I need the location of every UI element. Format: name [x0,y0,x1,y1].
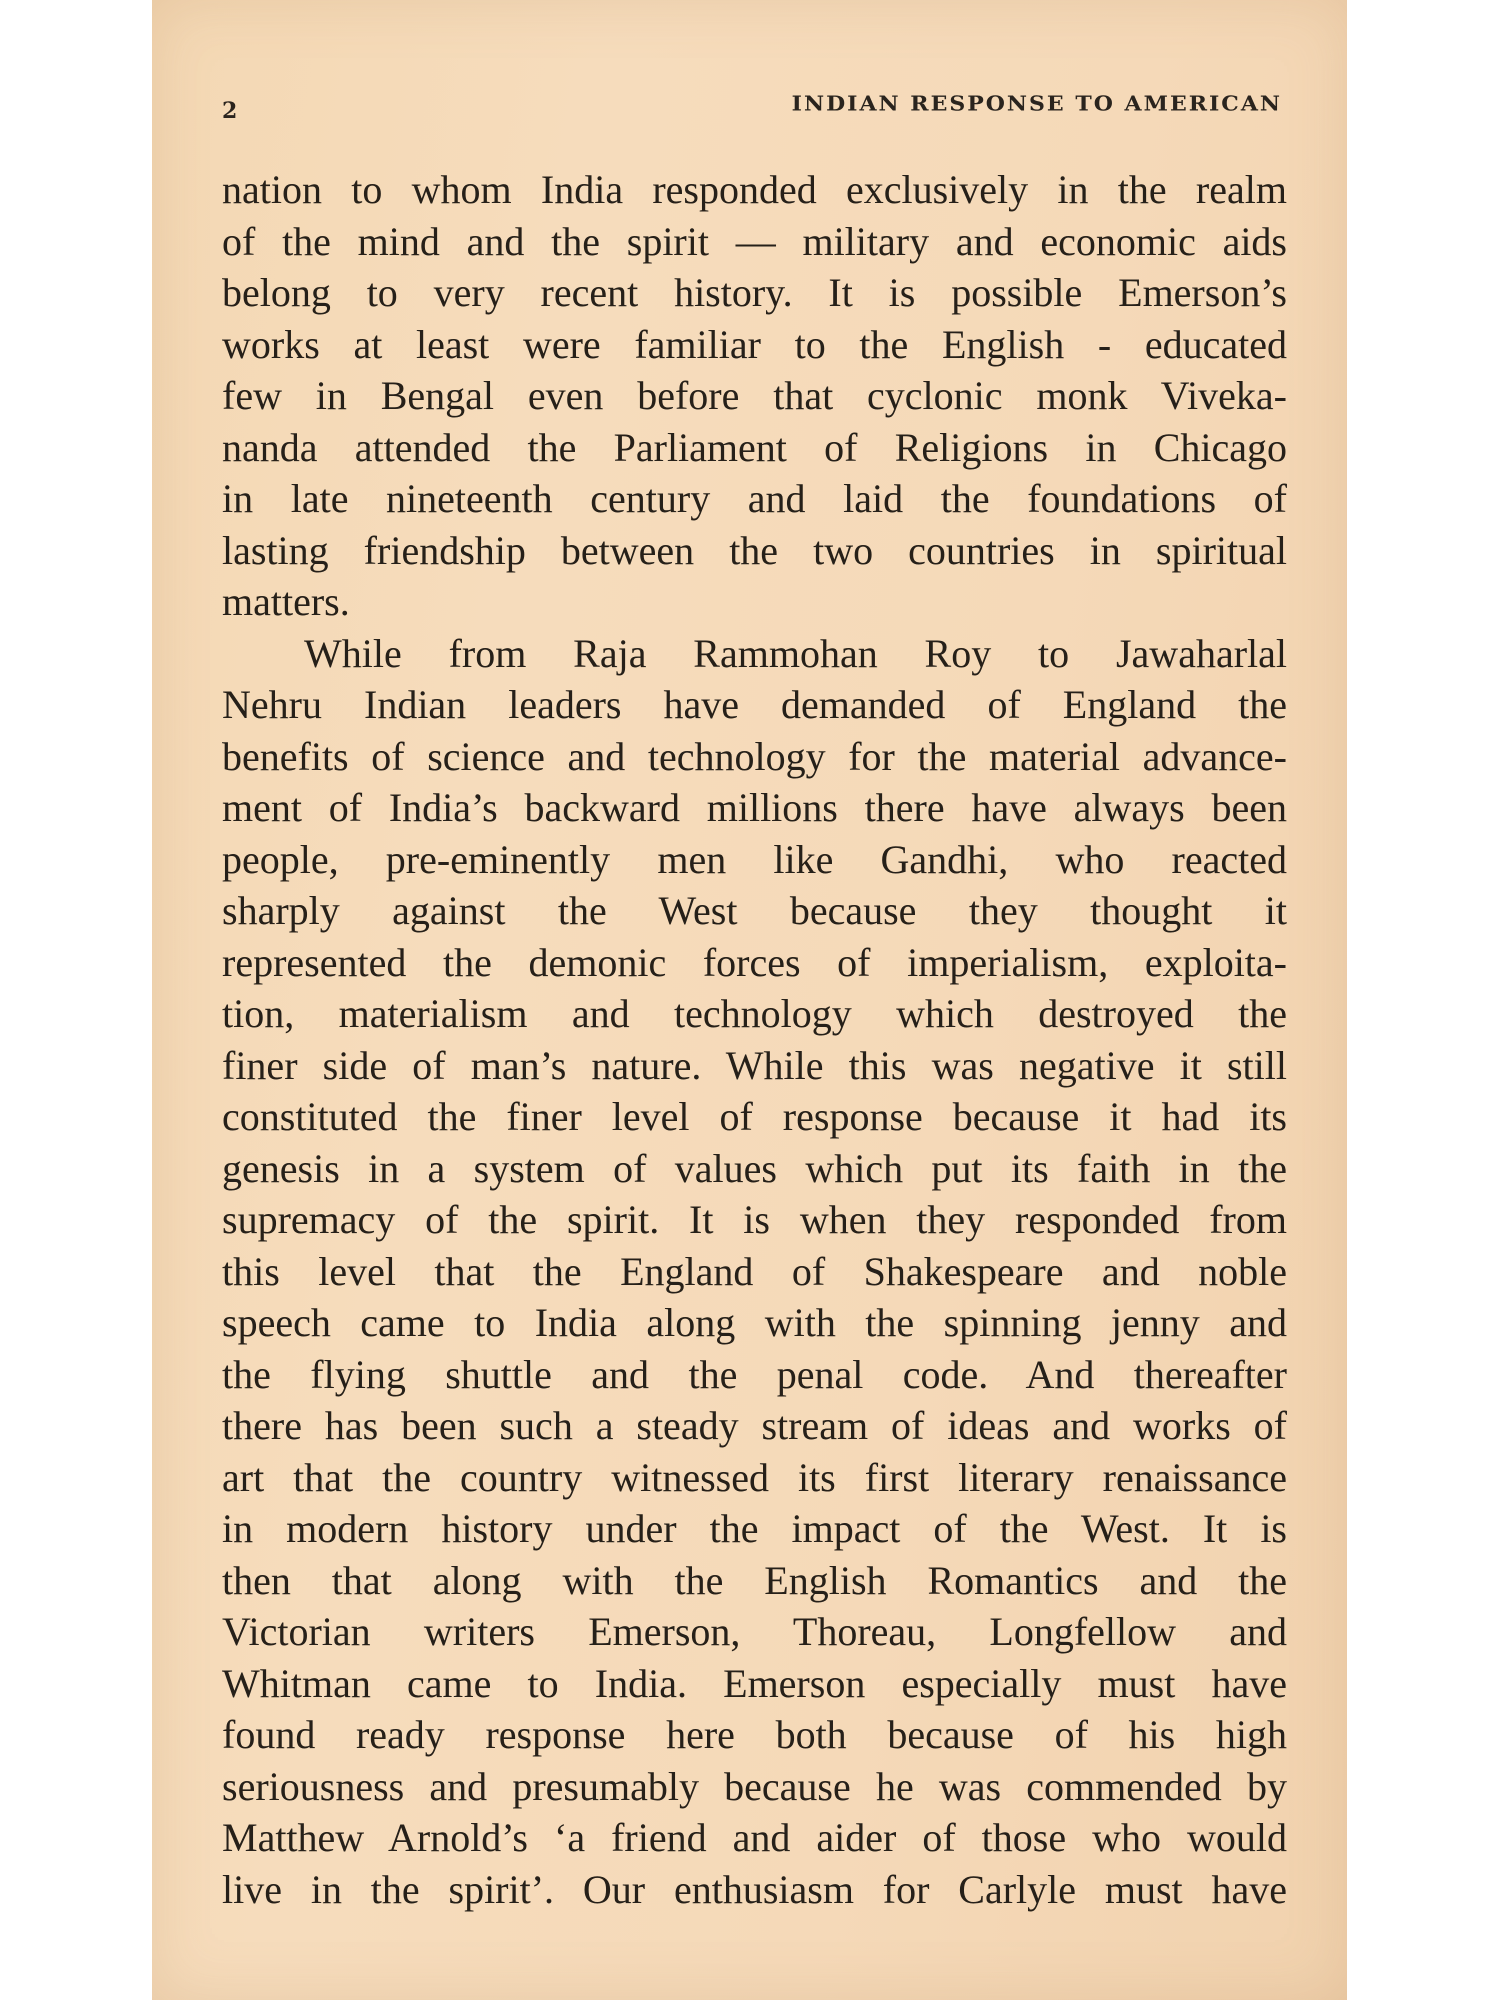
text-line: art that the country witnessed its first literary renaissance [222,1454,1287,1500]
text-line: found ready response here both because of his high [222,1712,1287,1757]
text-line: sharply against the West because they thought it [222,888,1287,933]
text-line: seriousness and presumably because he was commended by [222,1763,1287,1809]
text-line: Nehru Indian leaders have demanded of England the [222,682,1287,727]
text-line: finer side of man’s nature. While this was negative it still [222,1042,1287,1088]
text-line: there has been such a steady stream of ideas and works of [222,1403,1287,1448]
text-line: tion, materialism and technology which destroyed the [222,991,1287,1036]
text-line: supremacy of the spirit. It is when they responded from [222,1197,1287,1242]
paragraph-2 [222,628,1287,1916]
text-line: in modern history under the impact of the West. It is [222,1506,1287,1551]
text-line: represented the demonic forces of imperialism, exploita- [222,939,1287,985]
text-line: benefits of science and technology for the material advance- [222,733,1287,779]
text-line: few in Bengal even before that cyclonic monk Viveka- [222,373,1287,418]
running-title: INDIAN RESPONSE TO AMERICAN [791,91,1282,117]
text-line: in late nineteenth century and laid the foundations of [222,476,1287,521]
text-line: of the mind and the spirit — military and economic aids [222,218,1287,264]
text-line: nanda attended the Parliament of Religions in Chicago [222,424,1287,470]
text-line: this level that the England of Shakespeare and noble [222,1248,1287,1294]
text-line: people, pre-eminently men like Gandhi, who reacted [222,836,1287,882]
page-number: 2 [222,98,238,124]
text-line: works at least were familiar to the English - educated [222,321,1287,367]
text-line: ment of India’s backward millions there have always been [222,785,1287,830]
book-page [152,0,1347,2000]
text-line: nation to whom India responded exclusively in the realm [222,167,1287,212]
text-line: genesis in a system of values which put its faith in the [222,1145,1287,1191]
text-line: lasting friendship between the two countries in spiritual [222,527,1287,573]
text-line: While from Raja Rammohan Roy to Jawaharlal [304,630,1287,676]
text-line: constituted the finer level of response because it had its [222,1094,1287,1139]
text-line: live in the spirit’. Our enthusiasm for Carlyle must have [222,1866,1287,1912]
text-line: then that along with the English Romantics and the [222,1557,1287,1603]
paragraph-1 [222,164,1287,628]
text-line: matters. [222,579,350,624]
text-line: the flying shuttle and the penal code. And thereafter [222,1351,1287,1397]
text-line: belong to very recent history. It is possible Emerson’s [222,270,1287,315]
body-text [222,164,1287,1915]
text-line: Whitman came to India. Emerson especially must have [222,1660,1287,1706]
text-line: Matthew Arnold’s ‘a friend and aider of those who would [222,1815,1287,1860]
text-line: speech came to India along with the spinning jenny and [222,1300,1287,1345]
running-head [222,88,1282,128]
text-line: Victorian writers Emerson, Thoreau, Longfellow and [222,1609,1287,1654]
